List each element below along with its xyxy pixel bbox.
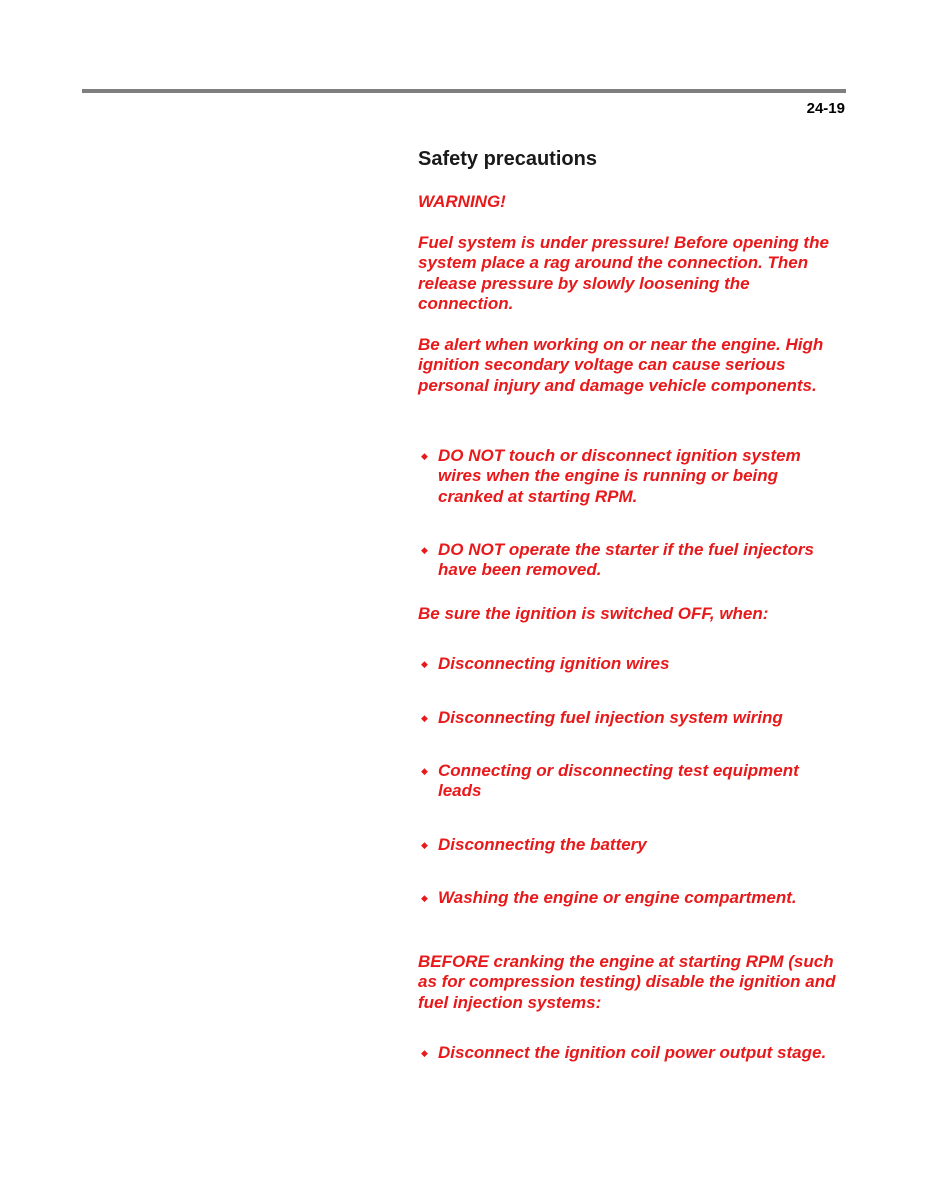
section-title: Safety precautions [418, 148, 597, 170]
header-rule [82, 89, 846, 93]
list-item-text: Connecting or disconnecting test equipment leads [438, 761, 799, 801]
list-item [418, 446, 828, 507]
before-cranking-paragraph: BEFORE cranking the engine at starting RPM (such as for compression testing) disable the ignition and fuel injection systems: [418, 952, 836, 1012]
page-number: 24-19 [806, 100, 845, 117]
ignition-off-paragraph: Be sure the ignition is switched OFF, when: [418, 604, 769, 623]
list-item-text: DO NOT touch or disconnect ignition system wires when the engine is running or being cranked at starting RPM. [438, 446, 801, 506]
ignition-alert-paragraph: Be alert when working on or near the engine. High ignition secondary voltage can cause serious personal injury and damage vehicle components. [418, 335, 824, 395]
bullet-diamond-icon: ◆ [421, 766, 428, 776]
list-item [418, 708, 828, 728]
list-item [418, 540, 828, 581]
fuel-pressure-paragraph: Fuel system is under pressure! Before opening the system place a rag around the connection. Then release pressure by slowly loosening the connection. [418, 233, 829, 314]
list-item-text: Disconnecting fuel injection system wiring [438, 708, 783, 727]
bullet-diamond-icon: ◆ [421, 713, 428, 723]
bullet-diamond-icon: ◆ [421, 893, 428, 903]
list-item [418, 835, 828, 855]
list-item [418, 654, 828, 674]
bullet-diamond-icon: ◆ [421, 840, 428, 850]
list-item-text: Disconnecting the battery [438, 835, 647, 854]
list-item-text: Disconnect the ignition coil power output stage. [438, 1043, 827, 1062]
bullet-diamond-icon: ◆ [421, 1048, 428, 1058]
list-item [418, 761, 828, 802]
list-item-text: Disconnecting ignition wires [438, 654, 670, 673]
bullet-diamond-icon: ◆ [421, 451, 428, 461]
bullet-diamond-icon: ◆ [421, 545, 428, 555]
list-item [418, 1043, 828, 1063]
bullet-diamond-icon: ◆ [421, 659, 428, 669]
list-item [418, 888, 828, 908]
list-item-text: DO NOT operate the starter if the fuel injectors have been removed. [438, 540, 814, 580]
list-item-text: Washing the engine or engine compartment. [438, 888, 797, 907]
warning-heading: WARNING! [418, 192, 506, 211]
